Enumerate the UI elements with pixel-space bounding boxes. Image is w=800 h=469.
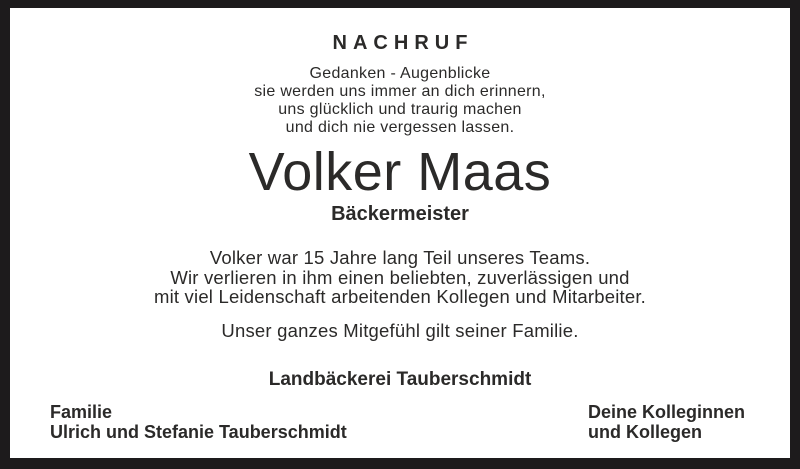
tribute-paragraph <box>10 248 790 307</box>
poem-line-3: uns glücklich und traurig machen <box>278 101 522 118</box>
poem-line-1: Gedanken - Augenblicke <box>309 65 491 82</box>
mourners-colleagues-line-2: und Kollegen <box>587 421 702 442</box>
poem-line-4: und dich nie vergessen lassen. <box>285 119 515 136</box>
mourners-family-line-2: Ulrich und Stefanie Tauberschmidt <box>50 421 347 442</box>
mourners-row <box>10 402 790 442</box>
mourners-colleagues-line-1: Deine Kolleginnen <box>587 401 745 422</box>
tribute-line-1: Volker war 15 Jahre lang Teil unseres Teams. <box>209 247 591 268</box>
deceased-profession: Bäckermeister <box>331 203 469 225</box>
condolence-line: Unser ganzes Mitgefühl gilt seiner Familie. <box>221 319 579 341</box>
obituary-type-heading: NACHRUF <box>332 32 474 54</box>
memorial-poem <box>10 65 790 137</box>
mourners-family <box>50 402 347 442</box>
tribute-line-3: mit viel Leidenschaft arbeitenden Kollegen und Mitarbeiter. <box>153 286 647 307</box>
mourners-family-line-1: Familie <box>50 401 113 422</box>
tribute-line-2: Wir verlieren in ihm einen beliebten, zuverlässigen und <box>170 266 630 288</box>
poem-line-2: sie werden uns immer an dich erinnern, <box>254 83 546 100</box>
mourners-colleagues <box>588 402 745 442</box>
company-name: Landbäckerei Tauberschmidt <box>268 368 532 390</box>
deceased-name: Volker Maas <box>248 142 552 202</box>
